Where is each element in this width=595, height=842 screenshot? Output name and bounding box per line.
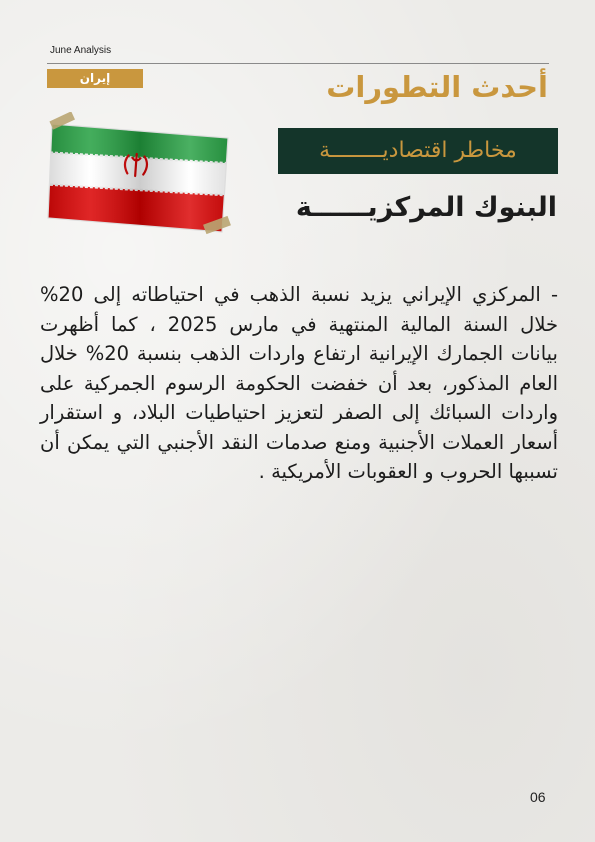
page-number: 06 — [530, 789, 546, 805]
iran-flag-image — [40, 112, 240, 242]
section-heading-label: مخاطر اقتصاديــــــــة — [319, 138, 517, 163]
header-divider — [47, 63, 549, 64]
section-heading — [278, 128, 558, 174]
header-label: June Analysis — [50, 45, 112, 56]
body-paragraph: - المركزي الإيراني يزيد نسبة الذهب في احتياطاته إلى 20% خلال السنة المالية المنتهية في مارس 2025 ، كما أظهرت بيانات الجمارك الإيرانية ارتفاع واردات الذهب بنسبة 20% خلال العام المذكور، بعد أن خفضت الحكومة الرسوم الجمركية على واردات السبائك إلى الصفر لتعزيز احتياطيات البلاد، و استقرار أسعار العملات الأجنبية ومنع صدمات النقد الأجنبي التي يمكن أن تسببها الحروب و العقوبات الأمريكية . — [40, 283, 559, 483]
country-tag: إيران — [47, 69, 143, 88]
flag-icon — [40, 112, 240, 242]
subsection-title: البنوك المركزيــــــة — [295, 192, 557, 223]
page-title: أحدث التطورات — [326, 70, 548, 104]
